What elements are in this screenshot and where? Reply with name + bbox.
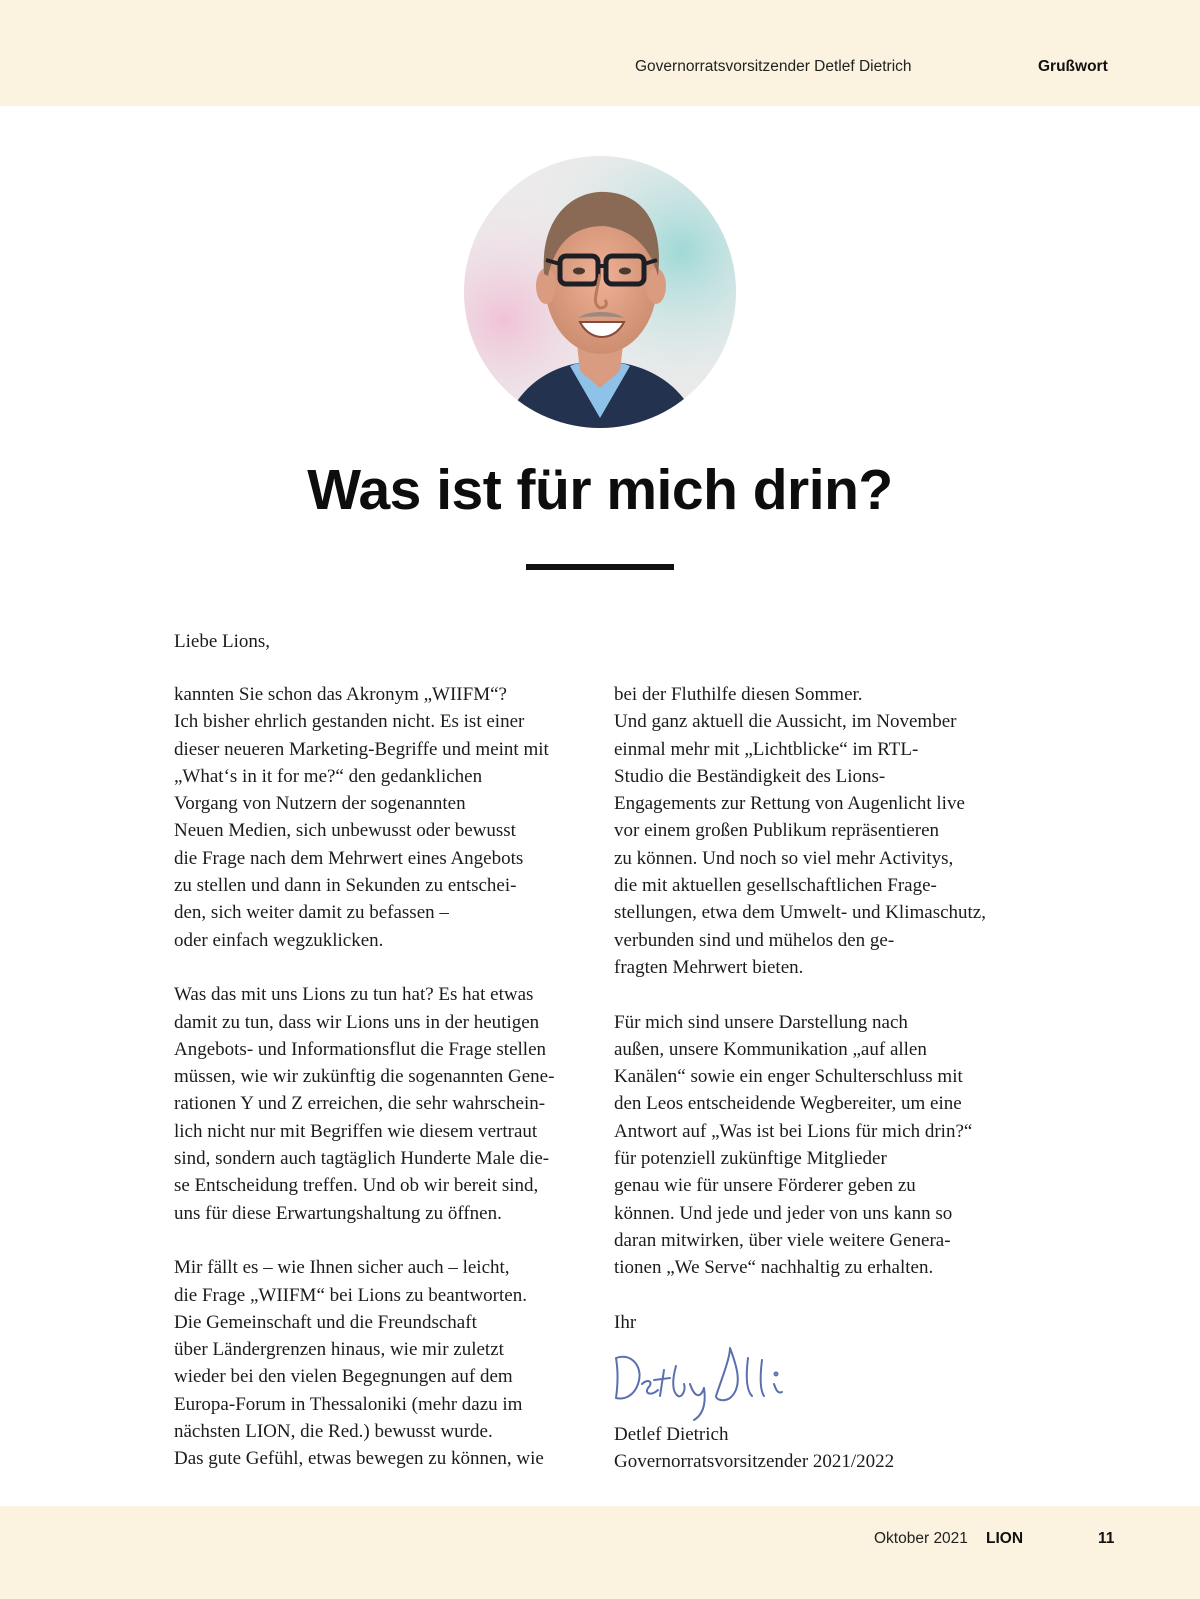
letter-line: rationen Y und Z erreichen, die sehr wahrschein-: [174, 1093, 546, 1115]
letter-line: sind, sondern auch tagtäglich Hunderte Male die-: [174, 1148, 550, 1170]
letter-line: damit zu tun, dass wir Lions uns in der heutigen: [174, 1011, 540, 1033]
letter-line: die Frage „WIIFM“ bei Lions zu beantworten.: [174, 1284, 527, 1306]
letter-line: kannten Sie schon das Akronym „WIIFM“?: [174, 684, 507, 705]
letter-line: einmal mehr mit „Lichtblicke“ im RTL-: [614, 738, 919, 760]
letter-line: die Frage nach dem Mehrwert eines Angebots: [174, 847, 524, 869]
letter-line: genau wie für unsere Förderer geben zu: [614, 1175, 916, 1197]
letter-line: zu stellen und dann in Sekunden zu entschei-: [174, 875, 517, 897]
letter-line: können. Und jede und jeder von uns kann so: [614, 1202, 953, 1224]
letter-line: Antwort auf „Was ist bei Lions für mich drin?“: [614, 1120, 973, 1142]
paragraph-gap: [174, 1227, 594, 1254]
paragraph-gap: [614, 1282, 1034, 1309]
letter-line: wieder bei den vielen Begegnungen auf dem: [174, 1366, 513, 1388]
letter-line: uns für diese Erwartungshaltung zu öffnen.: [174, 1202, 502, 1224]
letter-line: se Entscheidung treffen. Und ob wir bereit sind,: [174, 1175, 539, 1197]
letter-line: außen, unsere Kommunikation „auf allen: [614, 1038, 927, 1060]
letter-line: Engagements zur Rettung von Augenlicht live: [614, 793, 965, 815]
footer-issue-date: Oktober 2021: [874, 1530, 968, 1547]
letter-line: fragten Mehrwert bieten.: [614, 956, 804, 978]
letter-line: Vorgang von Nutzern der sogenannten: [174, 793, 466, 815]
header-band: [0, 0, 1200, 106]
letter-line: über Ländergrenzen hinaus, wie mir zuletzt: [174, 1339, 504, 1361]
letter-line: Das gute Gefühl, etwas bewegen zu können, wie: [174, 1448, 544, 1470]
signature-name: Detlef Dietrich: [614, 1424, 729, 1445]
portrait-photo: [464, 156, 736, 428]
letter-line: müssen, wie wir zukünftig die sogenannten Gene-: [174, 1066, 555, 1088]
signature-block: [614, 1421, 1034, 1476]
letter-line: nächsten LION, die Red.) bewusst wurde.: [174, 1421, 493, 1443]
header-section-label: Grußwort: [1038, 58, 1108, 75]
headline-rule: [526, 564, 674, 570]
letter-line: Für mich sind unsere Darstellung nach: [614, 1011, 908, 1033]
letter-line: Kanälen“ sowie ein enger Schulterschluss mit: [614, 1066, 963, 1088]
letter-line: verbunden sind und mühelos den ge-: [614, 929, 895, 951]
letter-line: den Leos entscheidende Wegbereiter, um eine: [614, 1093, 962, 1115]
letter-line: stellungen, etwa dem Umwelt- und Klimaschutz,: [614, 902, 986, 924]
letter-line: Studio die Beständigkeit des Lions-: [614, 765, 886, 787]
handwritten-signature: [612, 1340, 802, 1422]
footer-page-number: 11: [1098, 1530, 1115, 1547]
letter-line: lich nicht nur mit Begriffen wie diesem vertraut: [174, 1120, 538, 1142]
letter-line: zu können. Und noch so viel mehr Activitys,: [614, 847, 954, 869]
letter-line: Ihr: [614, 1311, 637, 1333]
letter-column-left: [174, 681, 594, 1473]
footer-magazine-name: LION: [986, 1530, 1024, 1547]
letter-line: den, sich weiter damit zu befassen –: [174, 902, 449, 924]
headline: Was ist für mich drin?: [307, 458, 893, 522]
letter-line: für potenziell zukünftige Mitglieder: [614, 1148, 887, 1170]
letter-line: tionen „We Serve“ nachhaltig zu erhalten.: [614, 1257, 934, 1279]
letter-line: Ich bisher ehrlich gestanden nicht. Es ist einer: [174, 711, 525, 733]
paragraph-gap: [614, 981, 1034, 1008]
letter-line: „What‘s in it for me?“ den gedanklichen: [174, 765, 483, 787]
letter-line: bei der Fluthilfe diesen Sommer.: [614, 684, 863, 705]
letter-line: Angebots- und Informationsflut die Frage stellen: [174, 1038, 547, 1060]
letter-line: Was das mit uns Lions zu tun hat? Es hat etwas: [174, 984, 534, 1006]
letter-line: Die Gemeinschaft und die Freundschaft: [174, 1311, 477, 1333]
letter-greeting: Liebe Lions,: [174, 631, 271, 652]
footer-band: [0, 1506, 1200, 1599]
author-portrait: [464, 156, 736, 428]
letter-line: die mit aktuellen gesellschaftlichen Frage-: [614, 875, 937, 897]
signature-title: Governorratsvorsitzender 2021/2022: [614, 1451, 895, 1473]
paragraph-gap: [174, 954, 594, 981]
letter-line: Mir fällt es – wie Ihnen sicher auch – leicht,: [174, 1257, 510, 1279]
letter-line: Europa-Forum in Thessaloniki (mehr dazu im: [174, 1393, 523, 1415]
letter-line: oder einfach wegzuklicken.: [174, 929, 384, 951]
header-author-line: Governorratsvorsitzender Detlef Dietrich: [635, 58, 912, 75]
letter-line: Neuen Medien, sich unbewusst oder bewusst: [174, 820, 516, 842]
letter-column-right: [614, 681, 1034, 1336]
letter-line: Und ganz aktuell die Aussicht, im November: [614, 711, 957, 733]
letter-line: daran mitwirken, über viele weitere Genera-: [614, 1229, 951, 1251]
letter-line: vor einem großen Publikum repräsentieren: [614, 820, 940, 842]
letter-line: dieser neueren Marketing-Begriffe und meint mit: [174, 738, 549, 760]
